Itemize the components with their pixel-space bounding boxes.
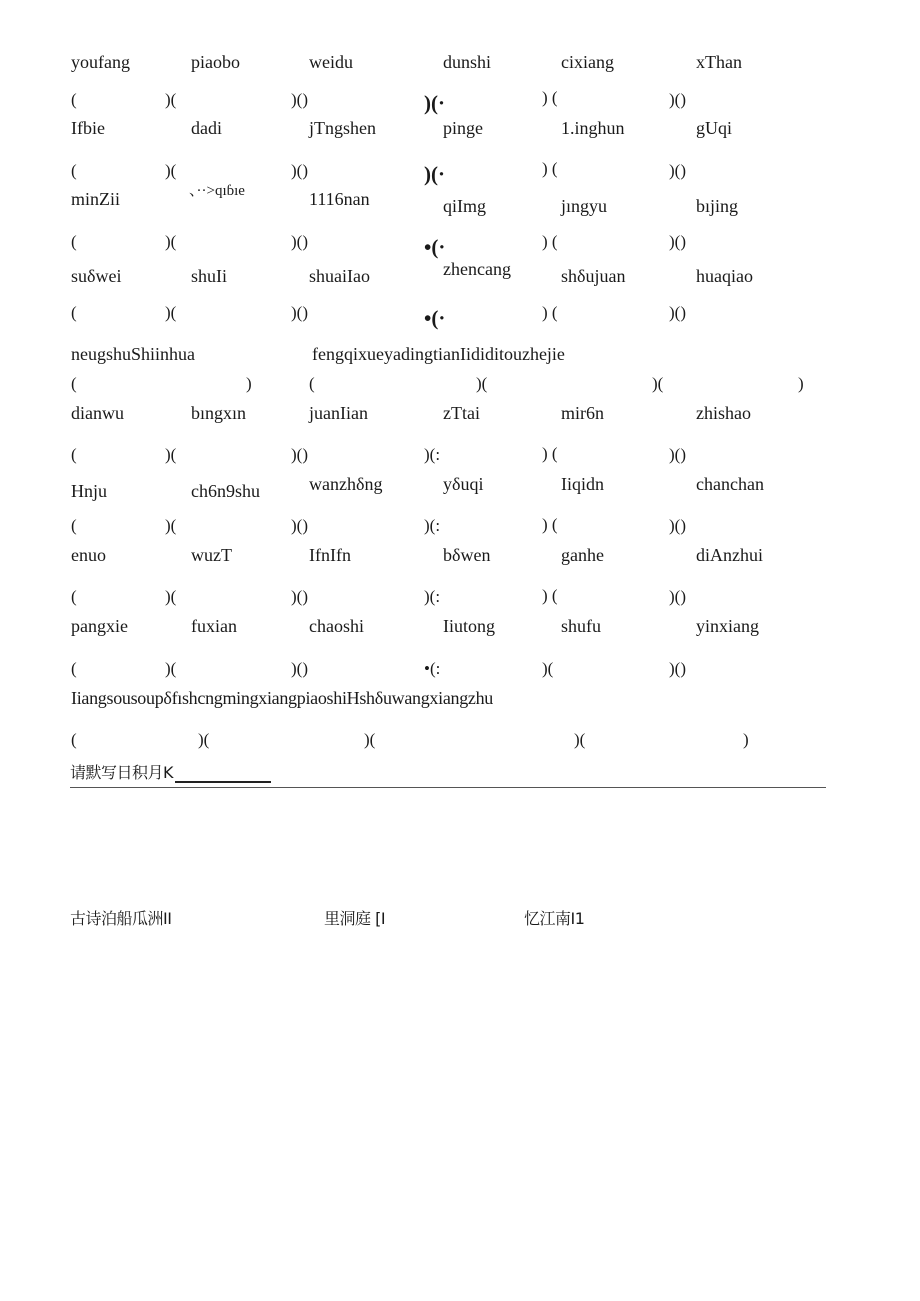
paren: )() <box>669 659 686 678</box>
paren: ( <box>71 445 77 464</box>
pinyin-word: bıjing <box>696 196 739 216</box>
pinyin-word: mir6n <box>561 403 604 423</box>
pinyin-word: minZii <box>71 189 120 209</box>
pinyin-word: ch6n9shu <box>191 481 260 501</box>
pinyin-word: bıngxın <box>191 403 247 423</box>
paren: ( <box>71 161 77 180</box>
paren: )( <box>165 659 177 678</box>
paren: ) ( <box>542 444 558 463</box>
paren: )() <box>291 587 308 606</box>
pinyin-word: Iiqidn <box>561 474 604 494</box>
paren: ( <box>71 232 77 251</box>
paren: ( <box>71 659 77 678</box>
paren: )( <box>165 516 177 535</box>
pinyin-word: wuzT <box>191 545 232 565</box>
pinyin-word: juanIian <box>309 403 368 423</box>
paren: ( <box>71 90 77 109</box>
poem-title-3: 忆江南I1 <box>524 909 585 928</box>
poem-title-2: 里洞庭 [I <box>324 909 386 928</box>
paren: ) ( <box>542 159 558 178</box>
paren: ) <box>798 374 804 393</box>
pinyin-word: Iiutong <box>443 616 495 636</box>
pinyin-word: dianwu <box>71 403 124 423</box>
pinyin-word: pangxie <box>71 616 128 636</box>
paren: ) ( <box>542 303 558 322</box>
pinyin-word: 、··>qıɓıe <box>189 183 245 199</box>
paren: )() <box>669 303 686 322</box>
dictation-prompt <box>70 763 271 783</box>
dictation-prompt-label: 请默写日积月K <box>70 763 173 782</box>
paren: ) ( <box>542 88 558 107</box>
pinyin-word: 1.inghun <box>561 118 625 138</box>
pinyin-long-phrase: IiangsousoupδfıshcngmingxiangpiaoshiHshδuwangxiangzhu <box>71 688 494 708</box>
paren: )() <box>291 90 308 109</box>
pinyin-word: piaobo <box>191 52 240 72</box>
paren: •(· <box>424 235 446 259</box>
paren: ) <box>743 730 749 749</box>
paren: )() <box>669 516 686 535</box>
paren: ( <box>71 730 77 749</box>
pinyin-word: dadi <box>191 118 222 138</box>
paren: ( <box>71 587 77 606</box>
pinyin-word: cixiang <box>561 52 614 72</box>
paren: )() <box>291 516 308 535</box>
paren: )( <box>574 730 586 749</box>
paren: ( <box>71 303 77 322</box>
paren: )( <box>165 161 177 180</box>
paren: ( <box>309 374 315 393</box>
pinyin-word: chaoshi <box>309 616 364 636</box>
paren: )( <box>652 374 664 393</box>
paren: ) ( <box>542 586 558 605</box>
paren: )() <box>669 445 686 464</box>
paren: )() <box>291 161 308 180</box>
paren: )(· <box>424 162 445 186</box>
paren: ) <box>246 374 252 393</box>
pinyin-word: enuo <box>71 545 106 565</box>
paren: ) ( <box>542 515 558 534</box>
writing-line <box>70 787 826 788</box>
paren: )() <box>291 303 308 322</box>
pinyin-word: jıngyu <box>561 196 608 216</box>
poem-title-1: 古诗泊船瓜洲II <box>70 909 172 928</box>
pinyin-word: pinge <box>443 118 483 138</box>
pinyin-word: wanzhδng <box>309 474 383 494</box>
paren: )() <box>669 232 686 251</box>
pinyin-word: fuxian <box>191 616 237 636</box>
pinyin-word: dunshi <box>443 52 492 72</box>
paren: )(: <box>424 445 441 464</box>
paren: )() <box>669 90 686 109</box>
paren: )( <box>165 90 177 109</box>
paren: )( <box>476 374 488 393</box>
pinyin-word: diAnzhui <box>696 545 763 565</box>
paren: )( <box>165 303 177 322</box>
pinyin-word: IfnIfn <box>309 545 351 565</box>
paren: )( <box>165 587 177 606</box>
pinyin-word: weidu <box>309 52 353 72</box>
pinyin-word: youfang <box>71 52 130 72</box>
paren: )( <box>542 659 554 678</box>
pinyin-word: zTtai <box>443 403 480 423</box>
pinyin-word: shuaiIao <box>309 266 370 286</box>
pinyin-word: chanchan <box>696 474 764 494</box>
paren: )() <box>291 232 308 251</box>
paren: )() <box>669 587 686 606</box>
pinyin-word: shuIi <box>191 266 227 286</box>
pinyin-word: bδwen <box>443 545 491 565</box>
paren: )() <box>669 161 686 180</box>
pinyin-word: huaqiao <box>696 266 753 286</box>
pinyin-phrase: fengqixueyadingtianIididitouzhejie <box>312 344 565 364</box>
paren: )(: <box>424 587 441 606</box>
pinyin-word: Hnju <box>71 481 107 501</box>
pinyin-word: qiImg <box>443 196 486 216</box>
paren: )() <box>291 445 308 464</box>
paren: •(: <box>424 659 441 678</box>
pinyin-word: yδuqi <box>443 474 484 494</box>
pinyin-word: ganhe <box>561 545 604 565</box>
paren: ( <box>71 374 77 393</box>
paren: )(· <box>424 91 445 115</box>
paren: )( <box>364 730 376 749</box>
paren: )( <box>198 730 210 749</box>
pinyin-word: xThan <box>696 52 742 72</box>
pinyin-word: jTngshen <box>309 118 376 138</box>
pinyin-word: Ifbie <box>71 118 105 138</box>
paren: ) ( <box>542 232 558 251</box>
pinyin-word: zhishao <box>696 403 751 423</box>
pinyin-phrase: neugshuShiinhua <box>71 344 195 364</box>
paren: )() <box>291 659 308 678</box>
pinyin-word: yinxiang <box>696 616 759 636</box>
pinyin-word: zhencang <box>443 259 511 279</box>
pinyin-word: suδwei <box>71 266 122 286</box>
pinyin-word: shufu <box>561 616 601 636</box>
paren: )(: <box>424 516 441 535</box>
pinyin-word: 1116nan <box>309 189 370 209</box>
paren: )( <box>165 445 177 464</box>
paren: ( <box>71 516 77 535</box>
paren: •(· <box>424 306 446 330</box>
answer-blank[interactable] <box>175 765 271 783</box>
pinyin-word: shδujuan <box>561 266 626 286</box>
paren: )( <box>165 232 177 251</box>
pinyin-word: gUqi <box>696 118 732 138</box>
